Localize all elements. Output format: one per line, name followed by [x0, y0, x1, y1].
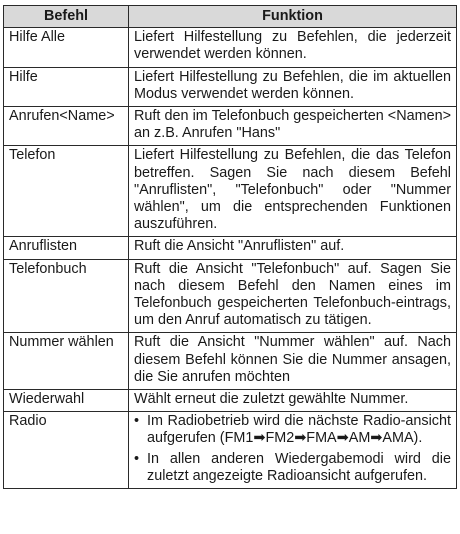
table-row — [4, 107, 457, 146]
command-cell: Anruflisten — [4, 237, 129, 259]
command-cell: Radio — [4, 412, 129, 489]
function-cell — [129, 412, 457, 489]
function-cell: Liefert Hilfestellung zu Befehlen, die jederzeit verwendet werden können. — [129, 28, 457, 67]
command-cell: Hilfe Alle — [4, 28, 129, 67]
table-row — [4, 390, 457, 412]
table-header-row — [4, 6, 457, 28]
function-cell: Wählt erneut die zuletzt gewählte Nummer. — [129, 390, 457, 412]
command-cell: Nummer wählen — [4, 333, 129, 390]
command-cell: Anrufen<Name> — [4, 107, 129, 146]
command-cell: Telefon — [4, 146, 129, 237]
list-item — [134, 413, 451, 447]
table-row — [4, 146, 457, 237]
function-cell: Ruft die Ansicht "Anruflisten" auf. — [129, 237, 457, 259]
function-cell: Liefert Hilfestellung zu Befehlen, die das Telefon betreffen. Sagen Sie nach diesem Befehl "Anruflisten", "Telefonbuch" oder "Nummer wählen", um die entsprechenden Funktionen auszuführen. — [129, 146, 457, 237]
list-item — [134, 451, 451, 485]
header-command: Befehl — [4, 6, 129, 28]
voice-command-table — [3, 5, 457, 489]
command-cell: Telefonbuch — [4, 259, 129, 333]
header-function: Funktion — [129, 6, 457, 28]
function-cell: Ruft die Ansicht "Telefonbuch" auf. Sagen Sie nach diesem Befehl den Namen eines im Telefonbuch gespeicherten Telefonbuch-eintrags, um den Anruf automatisch zu tätigen. — [129, 259, 457, 333]
command-cell: Wiederwahl — [4, 390, 129, 412]
function-cell: Ruft die Ansicht "Nummer wählen" auf. Nach diesem Befehl können Sie die Nummer ansagen, die Sie anrufen möchten — [129, 333, 457, 390]
function-cell: Liefert Hilfestellung zu Befehlen, die im aktuellen Modus verwendet werden können. — [129, 67, 457, 106]
bullet-text: In allen anderen Wiedergabemodi wird die zuletzt angezeigte Radioansicht aufgerufen. — [147, 450, 451, 484]
table-row-radio — [4, 412, 457, 489]
bullet-icon: • — [134, 450, 140, 467]
radio-bullet-list — [134, 413, 451, 485]
bullet-text: Im Radiobetrieb wird die nächste Radio-ansicht aufgerufen (FM1➡FM2➡FMA➡AM➡AMA). — [147, 413, 451, 447]
table-row — [4, 237, 457, 259]
table-row — [4, 259, 457, 333]
bullet-icon: • — [134, 413, 140, 430]
command-cell: Hilfe — [4, 67, 129, 106]
function-cell: Ruft den im Telefonbuch gespeicherten <Namen> an z.B. Anrufen "Hans" — [129, 107, 457, 146]
table-row — [4, 67, 457, 106]
table-row — [4, 333, 457, 390]
table-row — [4, 28, 457, 67]
